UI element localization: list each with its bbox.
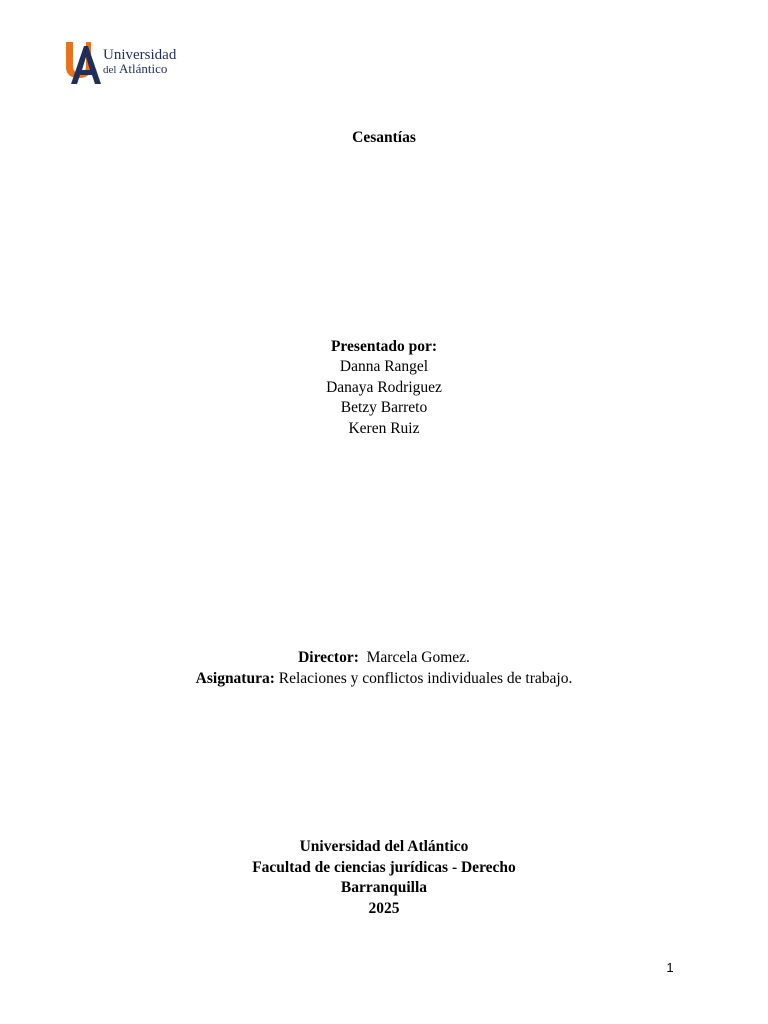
director-label: Director: xyxy=(298,649,359,666)
director-name: Marcela Gomez. xyxy=(366,649,470,666)
director-line xyxy=(0,648,768,668)
author-name: Danaya Rodriguez xyxy=(326,379,442,396)
logo-line-2-main: Atlántico xyxy=(119,61,168,76)
subject-name: Relaciones y conflictos individuales de trabajo. xyxy=(278,670,573,687)
ua-emblem-icon xyxy=(64,40,102,86)
presented-by-label: Presentado por: xyxy=(330,338,438,355)
year: 2025 xyxy=(368,900,400,917)
logo-line-2-prefix: del xyxy=(103,64,117,76)
university-logo xyxy=(64,40,194,86)
author-name: Danna Rangel xyxy=(339,358,429,375)
city-name: Barranquilla xyxy=(340,879,428,896)
page-number: 1 xyxy=(666,960,674,975)
subject-line xyxy=(0,669,768,689)
university-name: Universidad del Atlántico xyxy=(299,838,469,855)
logo-line-1: Universidad xyxy=(103,47,177,63)
document-title: Cesantías xyxy=(352,129,416,146)
subject-label: Asignatura: xyxy=(195,670,275,687)
logo-wordmark xyxy=(103,49,176,77)
author-name: Betzy Barreto xyxy=(340,399,428,416)
faculty-name: Facultad de ciencias jurídicas - Derecho xyxy=(252,859,516,876)
author-name: Keren Ruiz xyxy=(348,420,420,437)
logo-line-2 xyxy=(103,62,176,77)
